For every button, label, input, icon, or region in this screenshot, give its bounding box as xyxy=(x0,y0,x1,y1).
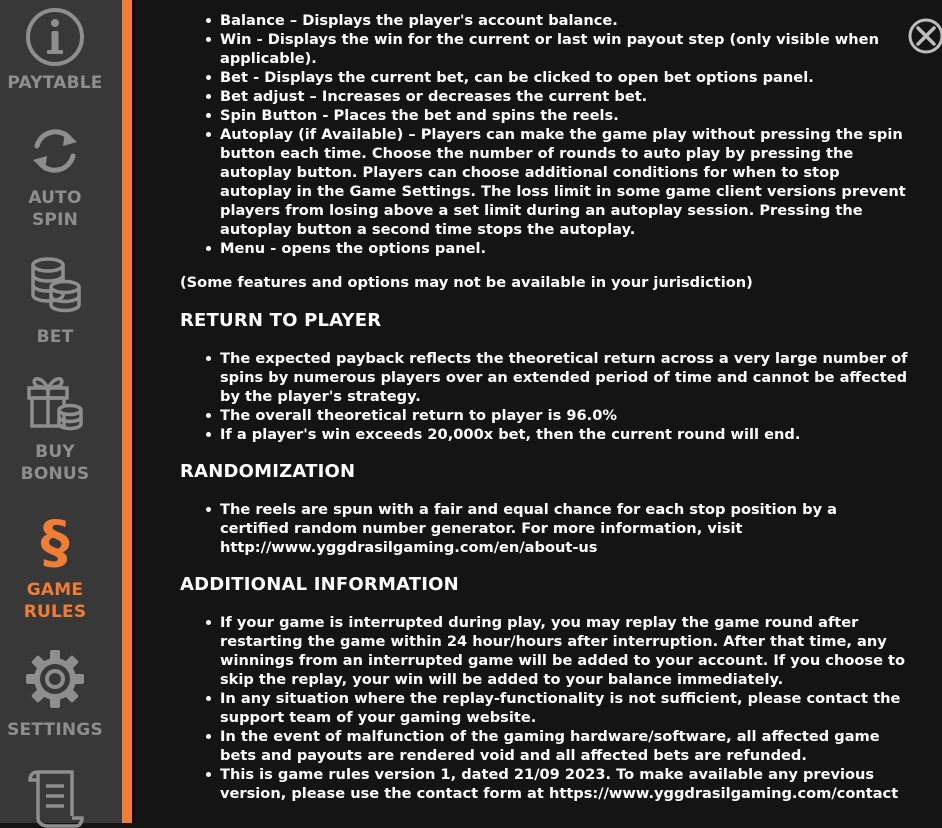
randomization-list xyxy=(180,500,880,557)
list-item: If your game is interrupted during play, you may replay the game round after restarting the game within 24 hour/hours after interruption. After that time, any winnings from an interrupted game will be added to your account. If you choose to skip the replay, your win will be added to your balance immediately. xyxy=(180,613,916,689)
rtp-list xyxy=(180,349,916,444)
nav-label-auto: AUTO xyxy=(28,188,82,208)
list-item: The overall theoretical return to player is 96.0% xyxy=(180,406,916,425)
game-rules-content xyxy=(180,0,916,823)
svg-text:§: § xyxy=(40,508,70,570)
availability-note: (Some features and options may not be available in your jurisdiction) xyxy=(180,274,753,291)
nav-item-bet[interactable] xyxy=(0,254,110,348)
nav-label-settings: SETTINGS xyxy=(7,720,103,740)
list-item: In the event of malfunction of the gaming hardware/software, all affected game bets and payouts are rendered void and all affected bets are refunded. xyxy=(180,727,916,765)
gift-icon xyxy=(24,370,86,432)
list-item: The expected payback reflects the theoretical return across a very large number of spins by numerous players over an extended period of time and cannot be affected by the player's strategy. xyxy=(180,349,916,406)
gear-icon xyxy=(24,648,86,710)
nav-item-paytable[interactable] xyxy=(0,6,110,94)
nav-item-settings[interactable] xyxy=(0,648,110,741)
controls-list xyxy=(180,11,916,258)
nav-label-buy: BUY xyxy=(35,442,75,462)
list-item: If a player's win exceeds 20,000x bet, then the current round will end. xyxy=(180,425,916,444)
list-item: Spin Button - Places the bet and spins the reels. xyxy=(180,106,916,125)
refresh-icon xyxy=(24,120,86,182)
nav-item-game-rules[interactable] xyxy=(0,508,110,623)
randomization-heading: RANDOMIZATION xyxy=(180,461,356,482)
nav-item-history[interactable] xyxy=(0,766,110,828)
additional-info-list xyxy=(180,613,916,803)
list-item: In any situation where the replay-functionality is not sufficient, please contact the support team of your gaming website. xyxy=(180,689,916,727)
nav-label-bonus: BONUS xyxy=(20,464,90,484)
sidebar-menu xyxy=(0,0,122,823)
coins-icon xyxy=(24,254,86,316)
nav-label-rules: RULES xyxy=(23,602,87,622)
list-item: Autoplay (if Available) – Players can make the game play without pressing the spin button each time. Choose the number of rounds to auto play by pressing the autoplay button. Players can choose additional conditions for when to stop autoplay in the Game Settings. The loss limit in some game client versions prevent players from losing above a set limit during an autoplay session. Pressing the autoplay button a second time stops the autoplay. xyxy=(180,125,916,239)
nav-label-game: GAME xyxy=(26,580,84,600)
list-item: This is game rules version 1, dated 21/09 2023. To make available any previous version, please use the contact form at https://www.yggdrasilgaming.com/contact xyxy=(180,765,916,803)
list-item: The reels are spun with a fair and equal chance for each stop position by a certified random number generator. For more information, visit http://www.yggdrasilgaming.com/en/about-us xyxy=(180,500,880,557)
sidebar-divider xyxy=(132,0,135,823)
nav-item-auto-spin[interactable] xyxy=(0,120,110,231)
rtp-heading: RETURN TO PLAYER xyxy=(180,310,382,331)
scroll-icon xyxy=(24,766,86,828)
list-item: Bet - Displays the current bet, can be clicked to open bet options panel. xyxy=(180,68,916,87)
list-item: Menu - opens the options panel. xyxy=(180,239,916,258)
list-item: Bet adjust – Increases or decreases the current bet. xyxy=(180,87,916,106)
sidebar-accent-bar xyxy=(122,0,132,823)
nav-label-paytable: PAYTABLE xyxy=(7,73,103,93)
info-icon xyxy=(24,6,86,68)
list-item: Balance – Displays the player's account balance. xyxy=(180,11,916,30)
list-item: Win - Displays the win for the current or last win payout step (only visible when applicable). xyxy=(180,30,916,68)
additional-info-heading: ADDITIONAL INFORMATION xyxy=(180,574,459,595)
nav-label-spin: SPIN xyxy=(31,210,79,230)
section-icon xyxy=(24,508,86,570)
nav-label-bet: BET xyxy=(36,327,74,347)
nav-item-buy-bonus[interactable] xyxy=(0,370,110,485)
